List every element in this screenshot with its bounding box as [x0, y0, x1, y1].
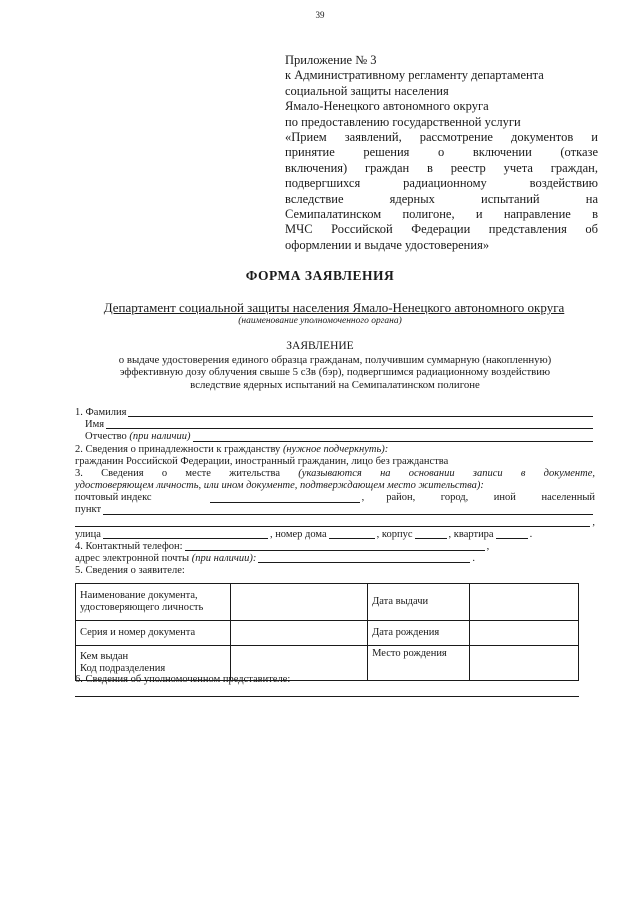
surname-row — [75, 407, 595, 419]
form-fields — [75, 407, 595, 578]
appendix-service-line: включения) граждан в реестр учета граждан, — [285, 160, 598, 175]
residence-note-continued: удостоверяющем личность, или ином документе, подтверждающем место жительства): — [75, 480, 484, 492]
apartment-label: квартира — [453, 528, 494, 540]
appendix-line: Ямало-Ненецкого автономного округа — [285, 99, 489, 114]
birth-date-cell[interactable] — [470, 621, 579, 646]
punkt-label: пункт — [75, 504, 102, 516]
issue-date-label: Дата выдачи — [368, 584, 470, 621]
appendix-line: Приложение № 3 — [285, 53, 377, 67]
appendix-service-line: подвергшихся радиационному воздействию — [285, 176, 598, 191]
appendix-line: к Административному регламенту департамента — [285, 68, 544, 83]
patronymic-row — [75, 431, 595, 443]
department-caption: (наименование уполномоченного органа) — [238, 316, 402, 326]
residence-row — [75, 468, 595, 480]
building-label: корпус — [381, 528, 413, 540]
page-number: 39 — [315, 10, 325, 20]
street-row: улица , номер дома , корпус , квартира . — [75, 528, 533, 540]
appendix-service-line: МЧС Российской Федерации представления об — [285, 222, 598, 237]
building-field[interactable] — [415, 538, 447, 539]
email-field[interactable] — [258, 562, 470, 563]
appendix-header — [285, 53, 598, 253]
doc-name-cell[interactable] — [230, 584, 367, 621]
issue-date-cell[interactable] — [470, 584, 579, 621]
statement-subject-line: вследствие ядерных испытаний на Семипалатинском полигоне — [190, 378, 480, 391]
representative-label: 6. Сведения об уполномоченном представителе: — [75, 674, 291, 685]
postal-index-field[interactable] — [210, 502, 360, 503]
citizenship-label: 2. Сведения о принадлежности к гражданству — [75, 443, 281, 455]
applicant-label: 5. Сведения о заявителе: — [75, 565, 185, 577]
surname-field[interactable] — [128, 416, 593, 417]
residence-note: (указываются на основании записи в документе, — [298, 467, 595, 479]
citizenship-options[interactable]: гражданин Российской Федерации, иностранный гражданин, лицо без гражданства — [75, 455, 449, 467]
locality-field[interactable] — [103, 514, 593, 515]
statement-title: ЗАЯВЛЕНИЕ — [286, 340, 354, 352]
name-row — [75, 419, 595, 431]
name-field[interactable] — [106, 428, 593, 429]
phone-field[interactable] — [185, 550, 485, 551]
locality-label: район, город, иной населенный — [386, 492, 595, 504]
appendix-service-line: вследствие ядерных испытаний на — [285, 191, 598, 206]
birth-date-label: Дата рождения — [368, 621, 470, 646]
applicant-row — [75, 565, 595, 577]
email-row: адрес электронной почты (при наличии): . — [75, 553, 476, 565]
residence-label: 3. Сведения о месте жительства — [75, 467, 281, 479]
appendix-service-line: оформлении и выдаче удостоверения» — [285, 237, 490, 252]
house-label: номер дома — [275, 528, 327, 540]
table-row — [76, 584, 579, 621]
street-field[interactable] — [103, 538, 268, 539]
birth-place-label: Место рождения — [368, 646, 470, 681]
representative-field[interactable] — [75, 686, 579, 697]
postal-row: почтовый индекс , район, город, иной населенный — [75, 492, 595, 504]
issued-by-text: Кем выдан — [80, 651, 129, 662]
department-name: Департамент социальной защиты населения Ямало-Ненецкого автономного округа — [103, 300, 565, 315]
citizenship-options-row — [75, 456, 595, 468]
series-number-label: Серия и номер документа — [76, 621, 231, 646]
surname-label: 1. Фамилия — [75, 406, 127, 418]
house-field[interactable] — [329, 538, 375, 539]
street-label: улица — [75, 528, 101, 540]
patronymic-note: (при наличии) — [129, 431, 191, 443]
locality-field-continued[interactable] — [75, 526, 590, 527]
email-note: (при наличии): — [191, 553, 257, 565]
division-code-text: Код подразделения — [80, 663, 166, 674]
statement-subject — [80, 354, 590, 391]
residence-note-row — [75, 480, 595, 492]
phone-label: 4. Контактный телефон: — [75, 541, 183, 553]
apartment-field[interactable] — [496, 538, 528, 539]
punkt-row — [75, 505, 595, 517]
address-extra-row: , — [75, 517, 595, 529]
citizenship-row — [75, 444, 595, 456]
statement-subject-line: эффективную дозу облучения свыше 5 сЗв (бэр), подвергшимся радиационному воздействию — [119, 366, 551, 379]
patronymic-label: Отчество — [85, 431, 127, 443]
appendix-line: по предоставлению государственной услуги — [285, 114, 521, 129]
appendix-line: социальной защиты населения — [285, 83, 449, 98]
appendix-service-line: Семипалатинском полигоне, и направление в — [285, 207, 598, 222]
form-title: ФОРМА ЗАЯВЛЕНИЯ — [245, 268, 395, 283]
series-number-cell[interactable] — [230, 621, 367, 646]
appendix-service-line: «Прием заявлений, рассмотрение документов и — [285, 130, 598, 145]
patronymic-field[interactable] — [193, 441, 593, 442]
email-label: адрес электронной почты — [75, 553, 190, 565]
name-label: Имя — [85, 419, 105, 431]
phone-row: 4. Контактный телефон: , — [75, 541, 490, 553]
statement-subject-line: о выдаче удостоверения единого образца гражданам, получившим суммарную (накопленную) — [118, 354, 552, 366]
representative-section — [75, 674, 579, 697]
table-row — [76, 621, 579, 646]
citizenship-note: (нужное подчеркнуть): — [282, 443, 389, 455]
appendix-service-line: принятие решения о включении (отказе — [285, 145, 598, 160]
doc-name-label: Наименование документа, удостоверяющего личность — [76, 584, 231, 621]
postal-index-label: почтовый индекс — [75, 492, 152, 504]
applicant-table — [75, 583, 579, 681]
